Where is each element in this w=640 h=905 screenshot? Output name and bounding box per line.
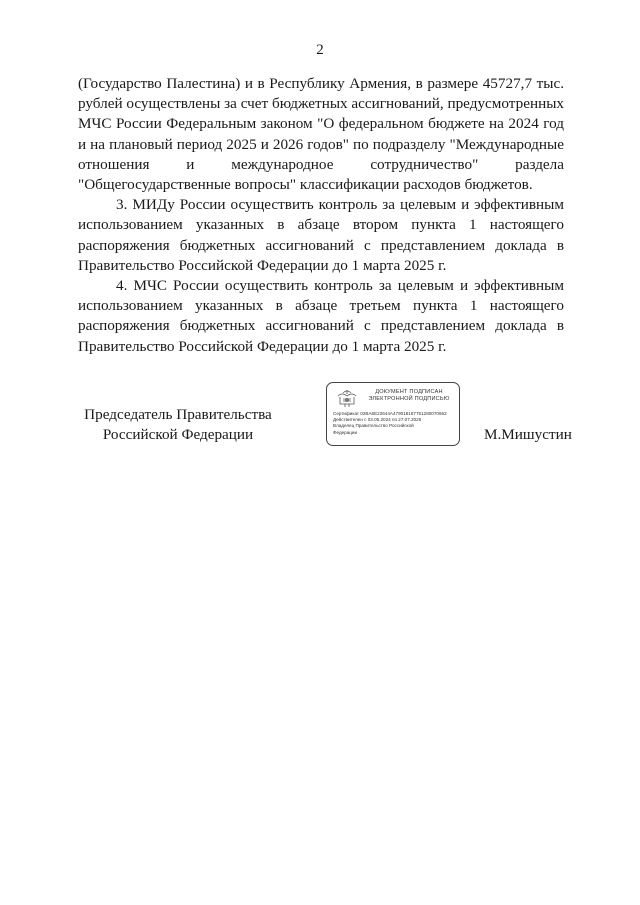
paragraph-item-4: 4. МЧС России осуществить контроль за целевым и эффективным использованием указанных в абзаце третьем пункта 1 настоящего распоряжения бюджетных ассигнований с представлением доклада в Правительство Российской Федерации до 1 марта 2025 г.	[78, 277, 564, 355]
stamp-owner-line1: Владелец Правительство Российской	[333, 423, 414, 429]
stamp-details	[333, 411, 457, 436]
stamp-heading-line1: ДОКУМЕНТ ПОДПИСАН	[375, 389, 443, 395]
coat-of-arms-icon	[334, 388, 360, 408]
paragraph-continuation: (Государство Палестина) и в Республику Армения, в размере 45727,7 тыс. рублей осуществлены за счет бюджетных ассигнований, предусмотренных МЧС России Федеральным законом "О федеральном бюджете на 2024 год и на плановый период 2025 и 2026 годов" по подразделу "Международные отношения и международное сотрудничество" раздела "Общегосударственные вопросы" классификации расходов бюджетов.	[78, 75, 564, 194]
signer-position-line2: Российской Федерации	[102, 426, 254, 443]
stamp-owner-line2: Федерации	[333, 429, 358, 435]
stamp-heading-line2: ЭЛЕКТРОННОЙ ПОДПИСЬЮ	[368, 396, 450, 402]
stamp-heading	[361, 389, 457, 403]
signer-name: М.Мишустин	[484, 426, 572, 443]
paragraph-item-3: 3. МИДу России осуществить контроль за целевым и эффективным использованием указанных в абзаце втором пункта 1 настоящего распоряжения бюджетных ассигнований с представлением доклада в Правительство Российской Федерации до 1 марта 2025 г.	[78, 196, 564, 274]
signer-position	[78, 405, 278, 445]
digital-signature-stamp	[326, 382, 460, 446]
stamp-certificate: Сертификат 02BA6E22644A479018187761280070662	[333, 411, 447, 416]
stamp-validity: Действителен с 03.05.2024 по 27.07.2025	[333, 417, 422, 423]
signer-position-line1: Председатель Правительства	[84, 406, 272, 423]
page-number: 2	[316, 42, 324, 58]
document-body	[78, 74, 564, 357]
